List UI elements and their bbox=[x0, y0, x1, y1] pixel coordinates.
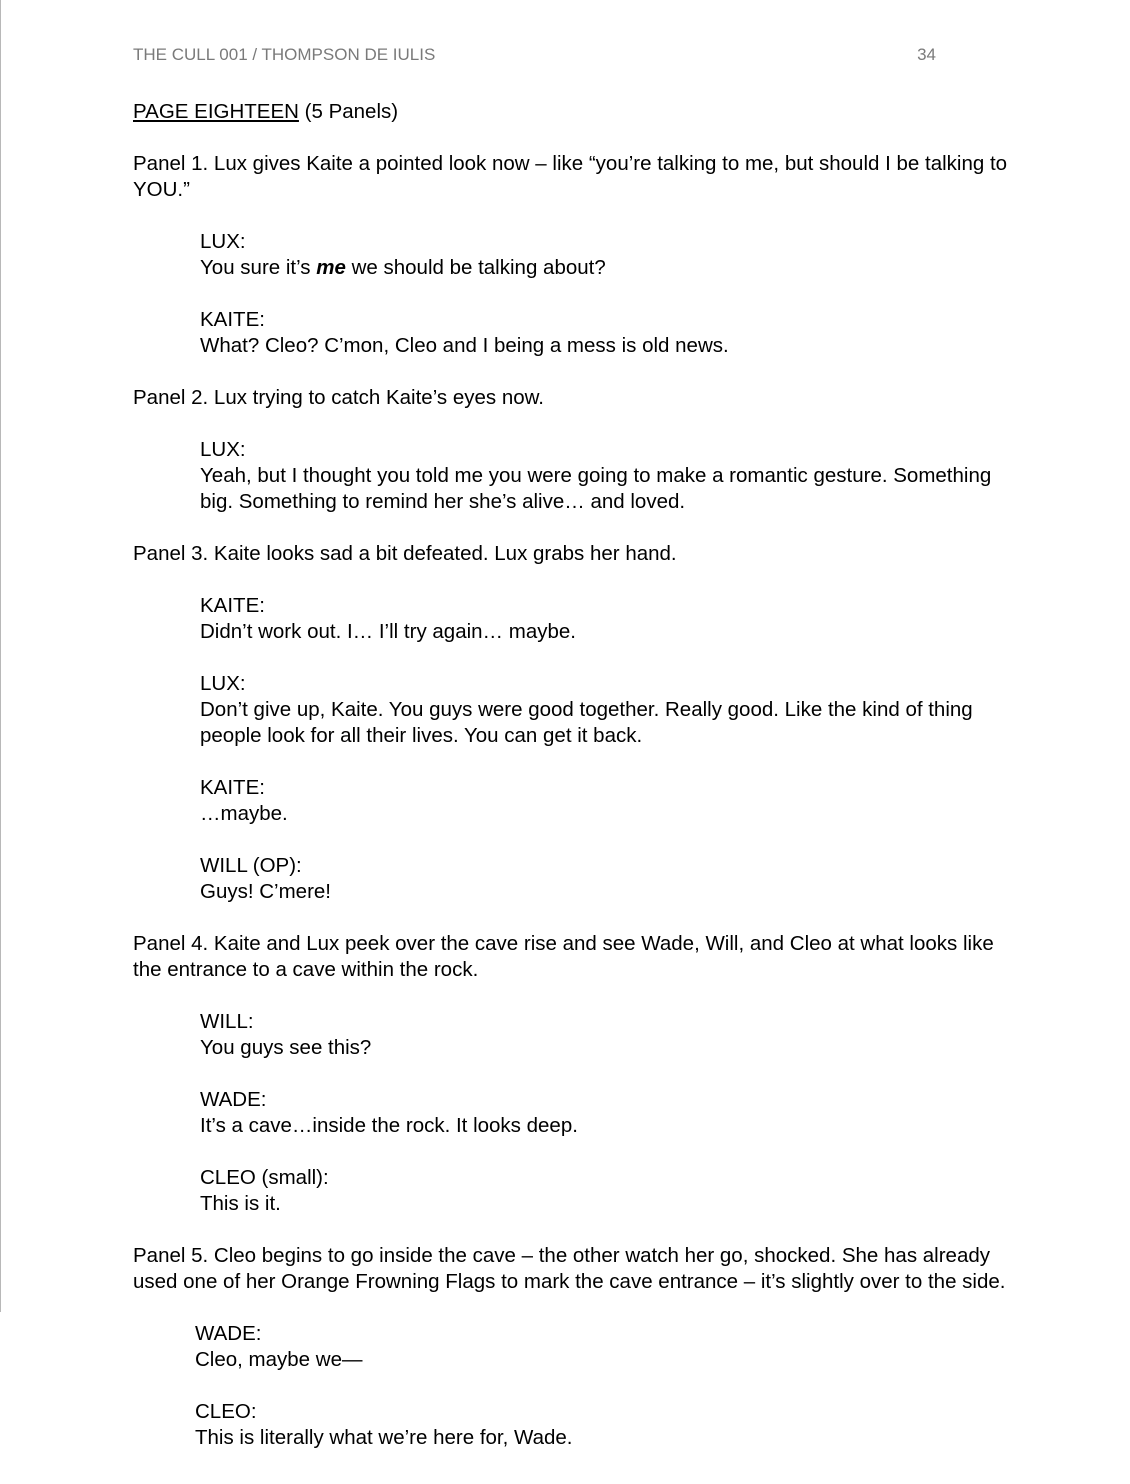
dialogue-line: This is literally what we’re here for, Wade. bbox=[195, 1426, 573, 1449]
header-page-number: 34 bbox=[917, 45, 936, 64]
page-heading-label: PAGE EIGHTEEN bbox=[133, 100, 299, 123]
speaker-label: CLEO: bbox=[195, 1400, 257, 1423]
script-body bbox=[133, 99, 1013, 1477]
dialogue-block bbox=[195, 1321, 1013, 1373]
speaker-label: LUX: bbox=[200, 438, 246, 461]
dialogue-block bbox=[200, 437, 1013, 515]
dialogue-line: It’s a cave…inside the rock. It looks deep. bbox=[200, 1114, 578, 1137]
speaker-label: WILL (OP): bbox=[200, 854, 302, 877]
page-header bbox=[133, 45, 936, 65]
speaker-label: WADE: bbox=[200, 1088, 267, 1111]
dialogue-block bbox=[200, 853, 1013, 905]
panel-3-description: Panel 3. Kaite looks sad a bit defeated. Lux grabs her hand. bbox=[133, 542, 677, 565]
dialogue-line: Guys! C’mere! bbox=[200, 880, 331, 903]
speaker-label: WILL: bbox=[200, 1010, 254, 1033]
dialogue-line: What? Cleo? C’mon, Cleo and I being a mess is old news. bbox=[200, 334, 729, 357]
dialogue-block bbox=[200, 775, 1013, 827]
dialogue-block bbox=[200, 1009, 1013, 1061]
dialogue-line: Yeah, but I thought you told me you were going to make a romantic gesture. Something big. Something to remind her she’s alive… and loved. bbox=[200, 464, 992, 513]
speaker-label: WADE: bbox=[195, 1322, 262, 1345]
page-heading-panels-note: (5 Panels) bbox=[304, 100, 399, 123]
dialogue-line: You guys see this? bbox=[200, 1036, 372, 1059]
panel-1-description: Panel 1. Lux gives Kaite a pointed look now – like “you’re talking to me, but should I be talking to YOU.” bbox=[133, 152, 1008, 201]
page-edge-rule bbox=[0, 0, 1, 1312]
speaker-label: KAITE: bbox=[200, 308, 265, 331]
dialogue-line: …maybe. bbox=[200, 802, 288, 825]
dialogue-block bbox=[195, 1399, 1013, 1451]
dialogue-line: Don’t give up, Kaite. You guys were good together. Really good. Like the kind of thing people look for all their lives. You can get it back. bbox=[200, 698, 973, 747]
dialogue-line-part: we should be talking about? bbox=[345, 256, 606, 279]
dialogue-block bbox=[200, 229, 1013, 281]
speaker-label: LUX: bbox=[200, 230, 246, 253]
dialogue-block bbox=[200, 671, 1013, 749]
dialogue-block bbox=[200, 593, 1013, 645]
dialogue-line: This is it. bbox=[200, 1192, 281, 1215]
speaker-label: KAITE: bbox=[200, 776, 265, 799]
speaker-label: LUX: bbox=[200, 672, 246, 695]
emphasized-word: me bbox=[316, 256, 346, 279]
dialogue-line-part: You sure it’s bbox=[200, 256, 317, 279]
panel-4-description: Panel 4. Kaite and Lux peek over the cave rise and see Wade, Will, and Cleo at what looks like the entrance to a cave within the rock. bbox=[133, 932, 994, 981]
page-heading bbox=[133, 99, 1013, 125]
dialogue-line bbox=[200, 255, 1013, 281]
dialogue-block bbox=[200, 1087, 1013, 1139]
dialogue-block bbox=[200, 307, 1013, 359]
dialogue-line: Didn’t work out. I… I’ll try again… maybe. bbox=[200, 620, 576, 643]
speaker-label: KAITE: bbox=[200, 594, 265, 617]
header-title: THE CULL 001 / THOMPSON DE IULIS bbox=[133, 45, 436, 64]
panel-5-description: Panel 5. Cleo begins to go inside the cave – the other watch her go, shocked. She has already used one of her Orange Frowning Flags to mark the cave entrance – it’s slightly over to the side. bbox=[133, 1244, 1006, 1293]
panel-2-description: Panel 2. Lux trying to catch Kaite’s eyes now. bbox=[133, 386, 545, 409]
dialogue-block bbox=[200, 1165, 1013, 1217]
dialogue-line: Cleo, maybe we— bbox=[195, 1348, 363, 1371]
speaker-label: CLEO (small): bbox=[200, 1166, 329, 1189]
